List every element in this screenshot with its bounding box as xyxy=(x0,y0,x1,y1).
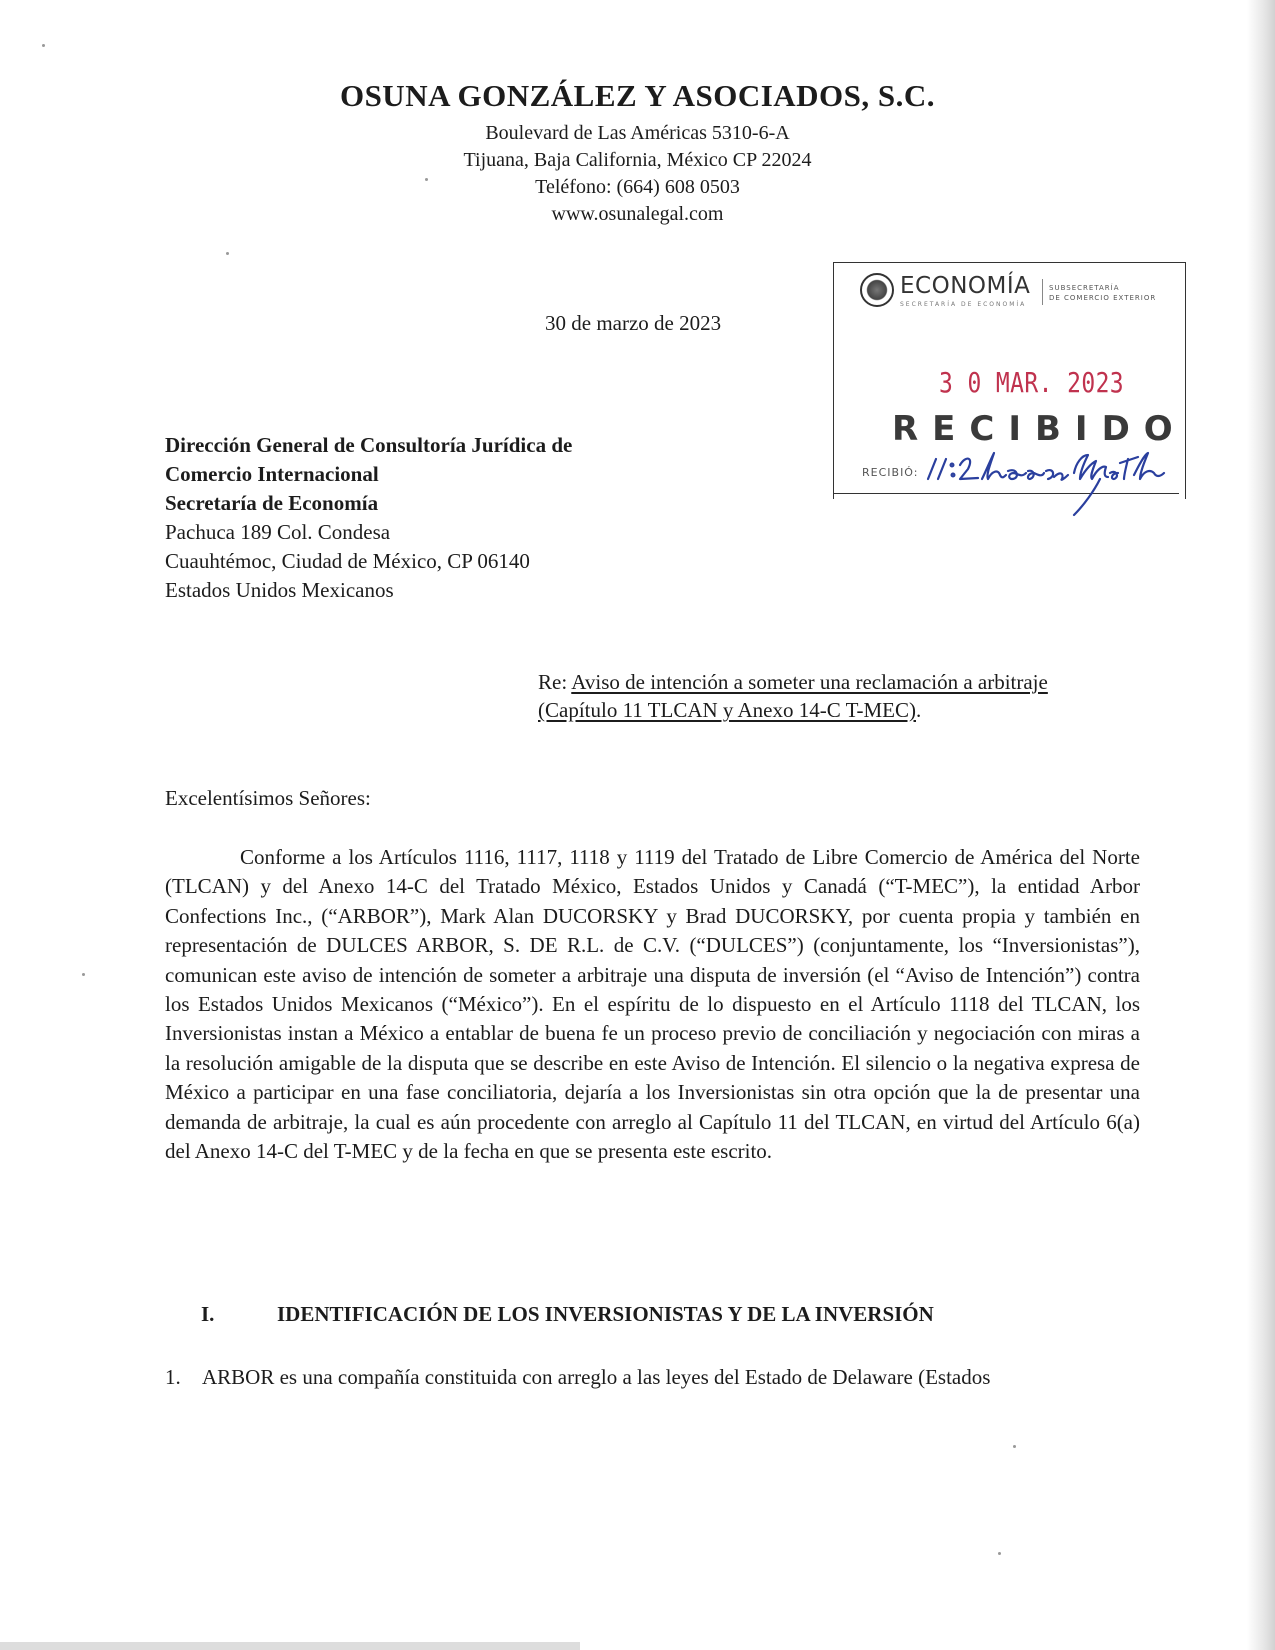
subject-line2: (Capítulo 11 TLCAN y Anexo 14-C T-MEC) xyxy=(538,698,916,722)
firm-address-line1: Boulevard de Las Américas 5310-6-A xyxy=(485,122,790,144)
recipient-line4: Pachuca 189 Col. Condesa xyxy=(165,520,391,544)
stamp-divider xyxy=(1042,279,1043,305)
scan-speck xyxy=(226,252,229,255)
stamp-received-by-label: RECIBIÓ: xyxy=(862,466,919,479)
scan-shadow-bottom xyxy=(0,1642,580,1650)
received-stamp xyxy=(833,262,1186,499)
subject-reference xyxy=(538,668,1138,724)
section-heading xyxy=(201,1302,934,1327)
letterhead xyxy=(0,78,1275,228)
section-number: I. xyxy=(201,1302,215,1326)
body-paragraph: Conforme a los Artículos 1116, 1117, 1118 y 1119 del Tratado de Libre Comercio de América del Norte (TLCAN) y del Anexo 14-C del Tratado México, Estados Unidos y Canadá (“T-MEC”), la entidad Arbor Confections Inc., (“ARBOR”), Mark Alan DUCORSKY y Brad DUCORSKY, por cuenta propia y también en representación de DULCES ARBOR, S. DE R.L. de C.V. (“DULCES”) (conjuntamente, los “Inversionistas”), comunican este aviso de intención de someter a arbitraje una disputa de inversión (el “Aviso de Intención”) contra los Estados Unidos Mexicanos (“México”). En el espíritu de lo dispuesto en el Artículo 1118 del TLCAN, los Inversionistas instan a México a entablar de buena fe un proceso previo de conciliación y negociación con miras a la resolución amigable de la disputa que se describe en este Aviso de Intención. El silencio o la negativa expresa de México a participar en una fase conciliatoria, dejaría a los Inversionistas sin otra opción que la de presentar una demanda de arbitraje, la cual es aún procedente con arreglo al Capítulo 11 del TLCAN, en virtud del Artículo 6(a) del Anexo 14-C del T-MEC y de la fecha en que se presenta este escrito. xyxy=(165,845,1140,1164)
recipient-line1: Dirección General de Consultoría Jurídica de xyxy=(165,433,573,457)
recipient-line3: Secretaría de Economía xyxy=(165,491,379,515)
subject-suffix: . xyxy=(916,698,922,722)
subject-line1: Aviso de intención a someter una reclamación a arbitraje xyxy=(571,670,1048,694)
stamp-subsecretaria xyxy=(1049,283,1156,303)
scan-speck xyxy=(998,1552,1001,1555)
recipient-line2: Comercio Internacional xyxy=(165,462,379,486)
firm-phone: Teléfono: (664) 608 0503 xyxy=(535,176,740,198)
handwritten-signature xyxy=(924,449,1186,519)
stamp-org-sub: SECRETARÍA DE ECONOMÍA xyxy=(900,301,1027,308)
scan-speck xyxy=(42,44,45,47)
list-item-text: ARBOR es una compañía constituida con arreglo a las leyes del Estado de Delaware (Estados xyxy=(202,1365,991,1389)
salutation: Excelentísimos Señores: xyxy=(165,786,371,810)
section-title: IDENTIFICACIÓN DE LOS INVERSIONISTAS Y DE LA INVERSIÓN xyxy=(277,1302,934,1326)
firm-address-line2: Tijuana, Baja California, México CP 22024 xyxy=(463,149,812,171)
stamp-received-date: 3 0 MAR. 2023 xyxy=(939,366,1125,399)
scan-speck xyxy=(1013,1445,1016,1448)
subject-line2-row xyxy=(538,696,1138,724)
stamp-status: RECIBIDO xyxy=(892,409,1187,449)
recipient-block xyxy=(165,431,572,605)
scan-speck xyxy=(82,973,85,976)
recipient-line6: Estados Unidos Mexicanos xyxy=(165,578,394,602)
scan-shadow-edge xyxy=(1247,0,1275,1650)
list-item xyxy=(165,1365,990,1390)
recipient-line5: Cuauhtémoc, Ciudad de México, CP 06140 xyxy=(165,549,530,573)
stamp-sub-line1: SUBSECRETARÍA xyxy=(1049,284,1120,292)
stamp-org: ECONOMÍA xyxy=(900,273,1031,299)
subject-prefix: Re: xyxy=(538,670,572,694)
stamp-sub-line2: DE COMERCIO EXTERIOR xyxy=(1049,294,1157,302)
firm-website: www.osunalegal.com xyxy=(551,203,724,225)
firm-name: OSUNA GONZÁLEZ Y ASOCIADOS, S.C. xyxy=(339,78,936,113)
subject-line1-row xyxy=(538,668,1138,696)
list-item-number: 1. xyxy=(165,1365,181,1389)
national-seal-icon xyxy=(860,273,894,307)
letter-date: 30 de marzo de 2023 xyxy=(545,311,722,335)
